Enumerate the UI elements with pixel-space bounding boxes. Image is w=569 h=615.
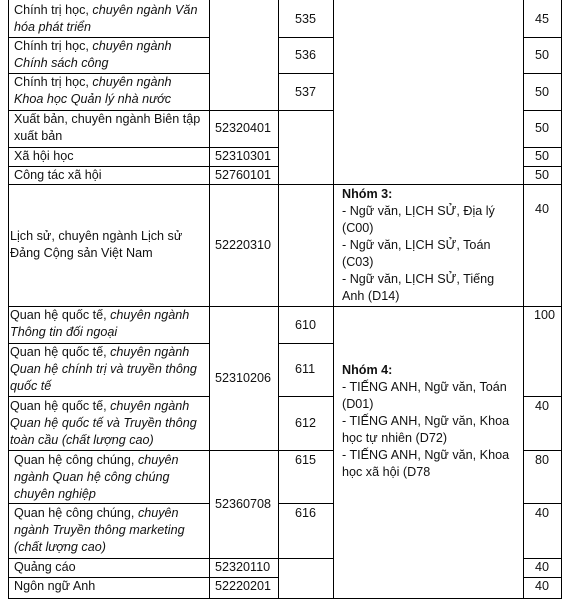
row-divider bbox=[8, 503, 209, 504]
program-name: hóa phát triển bbox=[14, 20, 92, 34]
row-divider bbox=[278, 37, 333, 38]
row-divider bbox=[209, 110, 278, 111]
program-code: 52310206 bbox=[215, 371, 272, 385]
subcode: 537 bbox=[295, 85, 317, 99]
group-line: - Ngữ văn, LỊCH SỬ, Địa lý bbox=[342, 204, 495, 218]
program-name: Lịch sử, chuyên ngành Lịch sử bbox=[10, 229, 183, 243]
quota: 80 bbox=[535, 453, 550, 467]
program-code: 52320110 bbox=[215, 560, 271, 574]
subcode: 536 bbox=[295, 48, 317, 62]
program-name: ngành Truyền thông marketing bbox=[14, 523, 185, 537]
row-divider bbox=[8, 184, 209, 185]
program-name: Quan hệ công chúng, chuyên bbox=[14, 506, 179, 520]
program-code: 52220310 bbox=[215, 238, 272, 252]
group-line: - TIẾNG ANH, Ngữ văn, Toán bbox=[342, 380, 507, 394]
row-divider bbox=[209, 184, 278, 185]
group-title: Nhóm 3: bbox=[342, 187, 393, 201]
quota: 40 bbox=[535, 506, 550, 520]
quota: 50 bbox=[535, 48, 550, 62]
row-divider bbox=[523, 503, 561, 504]
row-divider bbox=[523, 396, 561, 397]
program-name: Đảng Cộng sản Việt Nam bbox=[10, 246, 153, 260]
program-name: Quan hệ quốc tế, chuyên ngành bbox=[10, 345, 190, 359]
program-name: Chính trị học, chuyên ngành Văn bbox=[14, 3, 198, 17]
row-divider bbox=[278, 343, 333, 344]
row-divider bbox=[333, 306, 523, 307]
program-code: 52220201 bbox=[215, 579, 272, 593]
quota: 100 bbox=[534, 308, 556, 322]
row-divider bbox=[523, 110, 561, 111]
program-name: xuất bản bbox=[14, 129, 63, 143]
program-name: Chính trị học, chuyên ngành bbox=[14, 39, 172, 53]
program-name: chuyên nghiệp bbox=[14, 487, 96, 501]
table-border bbox=[523, 0, 524, 599]
program-code: 52760101 bbox=[215, 168, 272, 182]
program-name: Quảng cáo bbox=[14, 560, 76, 574]
group-line: (C00) bbox=[342, 221, 374, 235]
subcode: 616 bbox=[295, 506, 317, 520]
row-divider bbox=[278, 396, 333, 397]
program-name: Ngôn ngữ Anh bbox=[14, 579, 96, 593]
row-divider bbox=[8, 450, 209, 451]
group-line: (C03) bbox=[342, 255, 374, 269]
group-line: (D01) bbox=[342, 397, 374, 411]
subcode: 615 bbox=[295, 453, 317, 467]
row-divider bbox=[523, 450, 561, 451]
program-name: Chính trị học, chuyên ngành bbox=[14, 75, 172, 89]
subcode: 610 bbox=[295, 318, 317, 332]
row-divider bbox=[523, 184, 561, 185]
table-border-left bbox=[8, 0, 9, 599]
subcode: 611 bbox=[295, 362, 316, 376]
program-name: Thông tin đối ngoại bbox=[10, 325, 118, 339]
program-name: Quan hệ quốc tế, chuyên ngành bbox=[10, 399, 190, 413]
quota: 40 bbox=[535, 560, 550, 574]
row-divider bbox=[278, 110, 333, 111]
program-name: quốc tế bbox=[10, 379, 52, 393]
quota: 40 bbox=[535, 202, 550, 216]
program-name: ngành Quan hệ công chúng bbox=[14, 470, 170, 484]
row-divider bbox=[278, 73, 333, 74]
program-name: Xuất bản, chuyên ngành Biên tập bbox=[14, 112, 201, 126]
group-line: học xã hội (D78 bbox=[342, 465, 431, 479]
program-code: 52360708 bbox=[215, 497, 272, 511]
program-name: (chất lượng cao) bbox=[14, 540, 106, 554]
table-border bbox=[278, 0, 279, 599]
group-line: - TIẾNG ANH, Ngữ văn, Khoa bbox=[342, 414, 510, 428]
program-code: 52310301 bbox=[215, 149, 272, 163]
program-name: Quan hệ công chúng, chuyên bbox=[14, 453, 179, 467]
group-line: Anh (D14) bbox=[342, 289, 400, 303]
group-title: Nhóm 4: bbox=[342, 363, 393, 377]
quota: 40 bbox=[535, 579, 550, 593]
quota: 50 bbox=[535, 121, 550, 135]
row-divider bbox=[8, 396, 209, 397]
row-divider bbox=[278, 306, 333, 307]
program-name: Xã hội học bbox=[14, 149, 74, 163]
row-divider bbox=[278, 450, 333, 451]
row-divider bbox=[278, 503, 333, 504]
group-line: - Ngữ văn, LỊCH SỬ, Toán bbox=[342, 238, 491, 252]
row-divider bbox=[523, 73, 561, 74]
table-border-right bbox=[561, 0, 562, 599]
row-divider bbox=[523, 37, 561, 38]
row-divider bbox=[209, 306, 278, 307]
group-line: - TIẾNG ANH, Ngữ văn, Khoa bbox=[342, 448, 510, 462]
program-name: Chính sách công bbox=[14, 56, 109, 70]
quota: 45 bbox=[535, 12, 550, 26]
table-border bbox=[333, 0, 334, 599]
subcode: 535 bbox=[295, 12, 317, 26]
group-line: học tự nhiên (D72) bbox=[342, 431, 448, 445]
table-border-bottom bbox=[8, 598, 562, 599]
program-name: Quan hệ chính trị và truyền thông bbox=[10, 362, 197, 376]
program-code: 52320401 bbox=[215, 121, 272, 135]
program-name: Quan hệ quốc tế và Truyền thông bbox=[10, 416, 197, 430]
program-name: Công tác xã hội bbox=[14, 168, 102, 182]
quota: 50 bbox=[535, 85, 550, 99]
row-divider bbox=[209, 450, 278, 451]
subcode: 612 bbox=[295, 416, 317, 430]
program-name: Quan hệ quốc tế, chuyên ngành bbox=[10, 308, 190, 322]
row-divider bbox=[333, 184, 523, 185]
quota: 50 bbox=[535, 149, 550, 163]
row-divider bbox=[278, 184, 333, 185]
quota: 40 bbox=[535, 399, 550, 413]
table-border bbox=[209, 0, 210, 599]
row-divider bbox=[278, 558, 333, 559]
program-name: Khoa học Quản lý nhà nước bbox=[14, 92, 172, 106]
program-name: toàn cầu (chất lượng cao) bbox=[10, 433, 154, 447]
group-line: - Ngữ văn, LỊCH SỬ, Tiếng bbox=[342, 272, 495, 286]
quota: 50 bbox=[535, 168, 550, 182]
